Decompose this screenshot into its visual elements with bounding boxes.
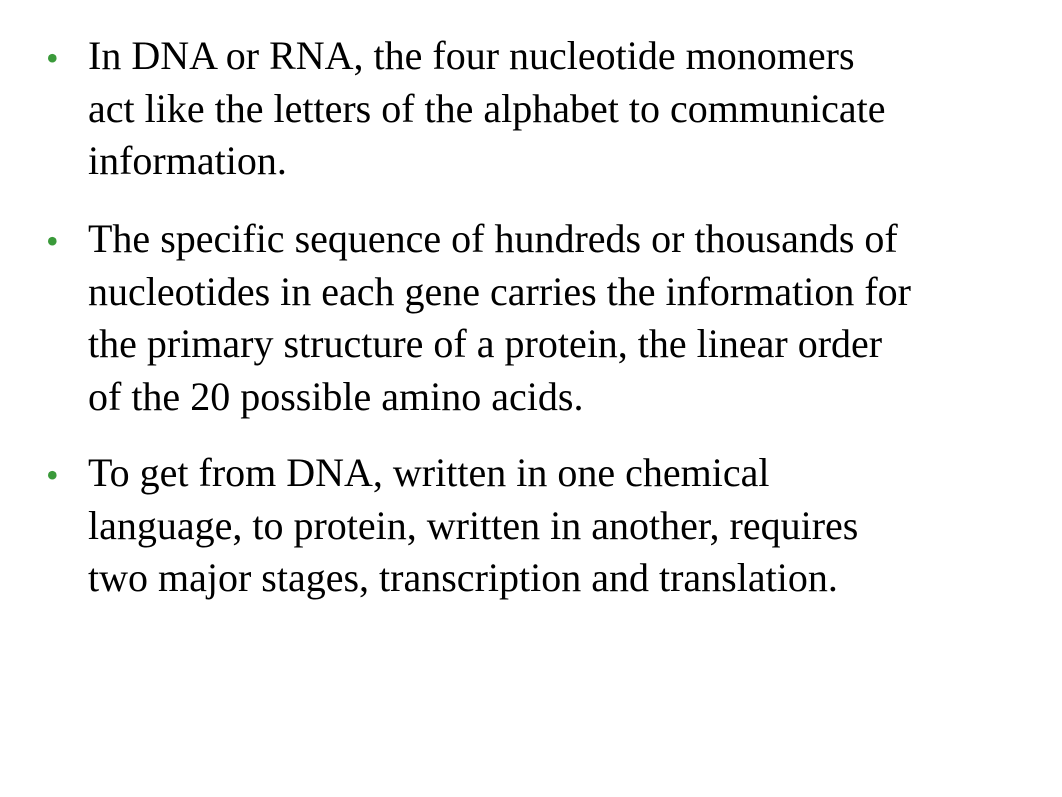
bullet-point-icon: • <box>46 221 59 261</box>
bullet-text: To get from DNA, written in one chemical language, to protein, written in another, requires two major stages, transcription and translation. <box>88 450 859 600</box>
bullet-point-icon: • <box>46 455 59 495</box>
bullet-text: The specific sequence of hundreds or thousands of nucleotides in each gene carries the information for the primary structure of a protein, the linear order of the 20 possible amino acids. <box>88 216 911 419</box>
bullet-point-icon: • <box>46 38 59 78</box>
bullet-text: In DNA or RNA, the four nucleotide monomers act like the letters of the alphabet to communicate information. <box>88 33 886 183</box>
